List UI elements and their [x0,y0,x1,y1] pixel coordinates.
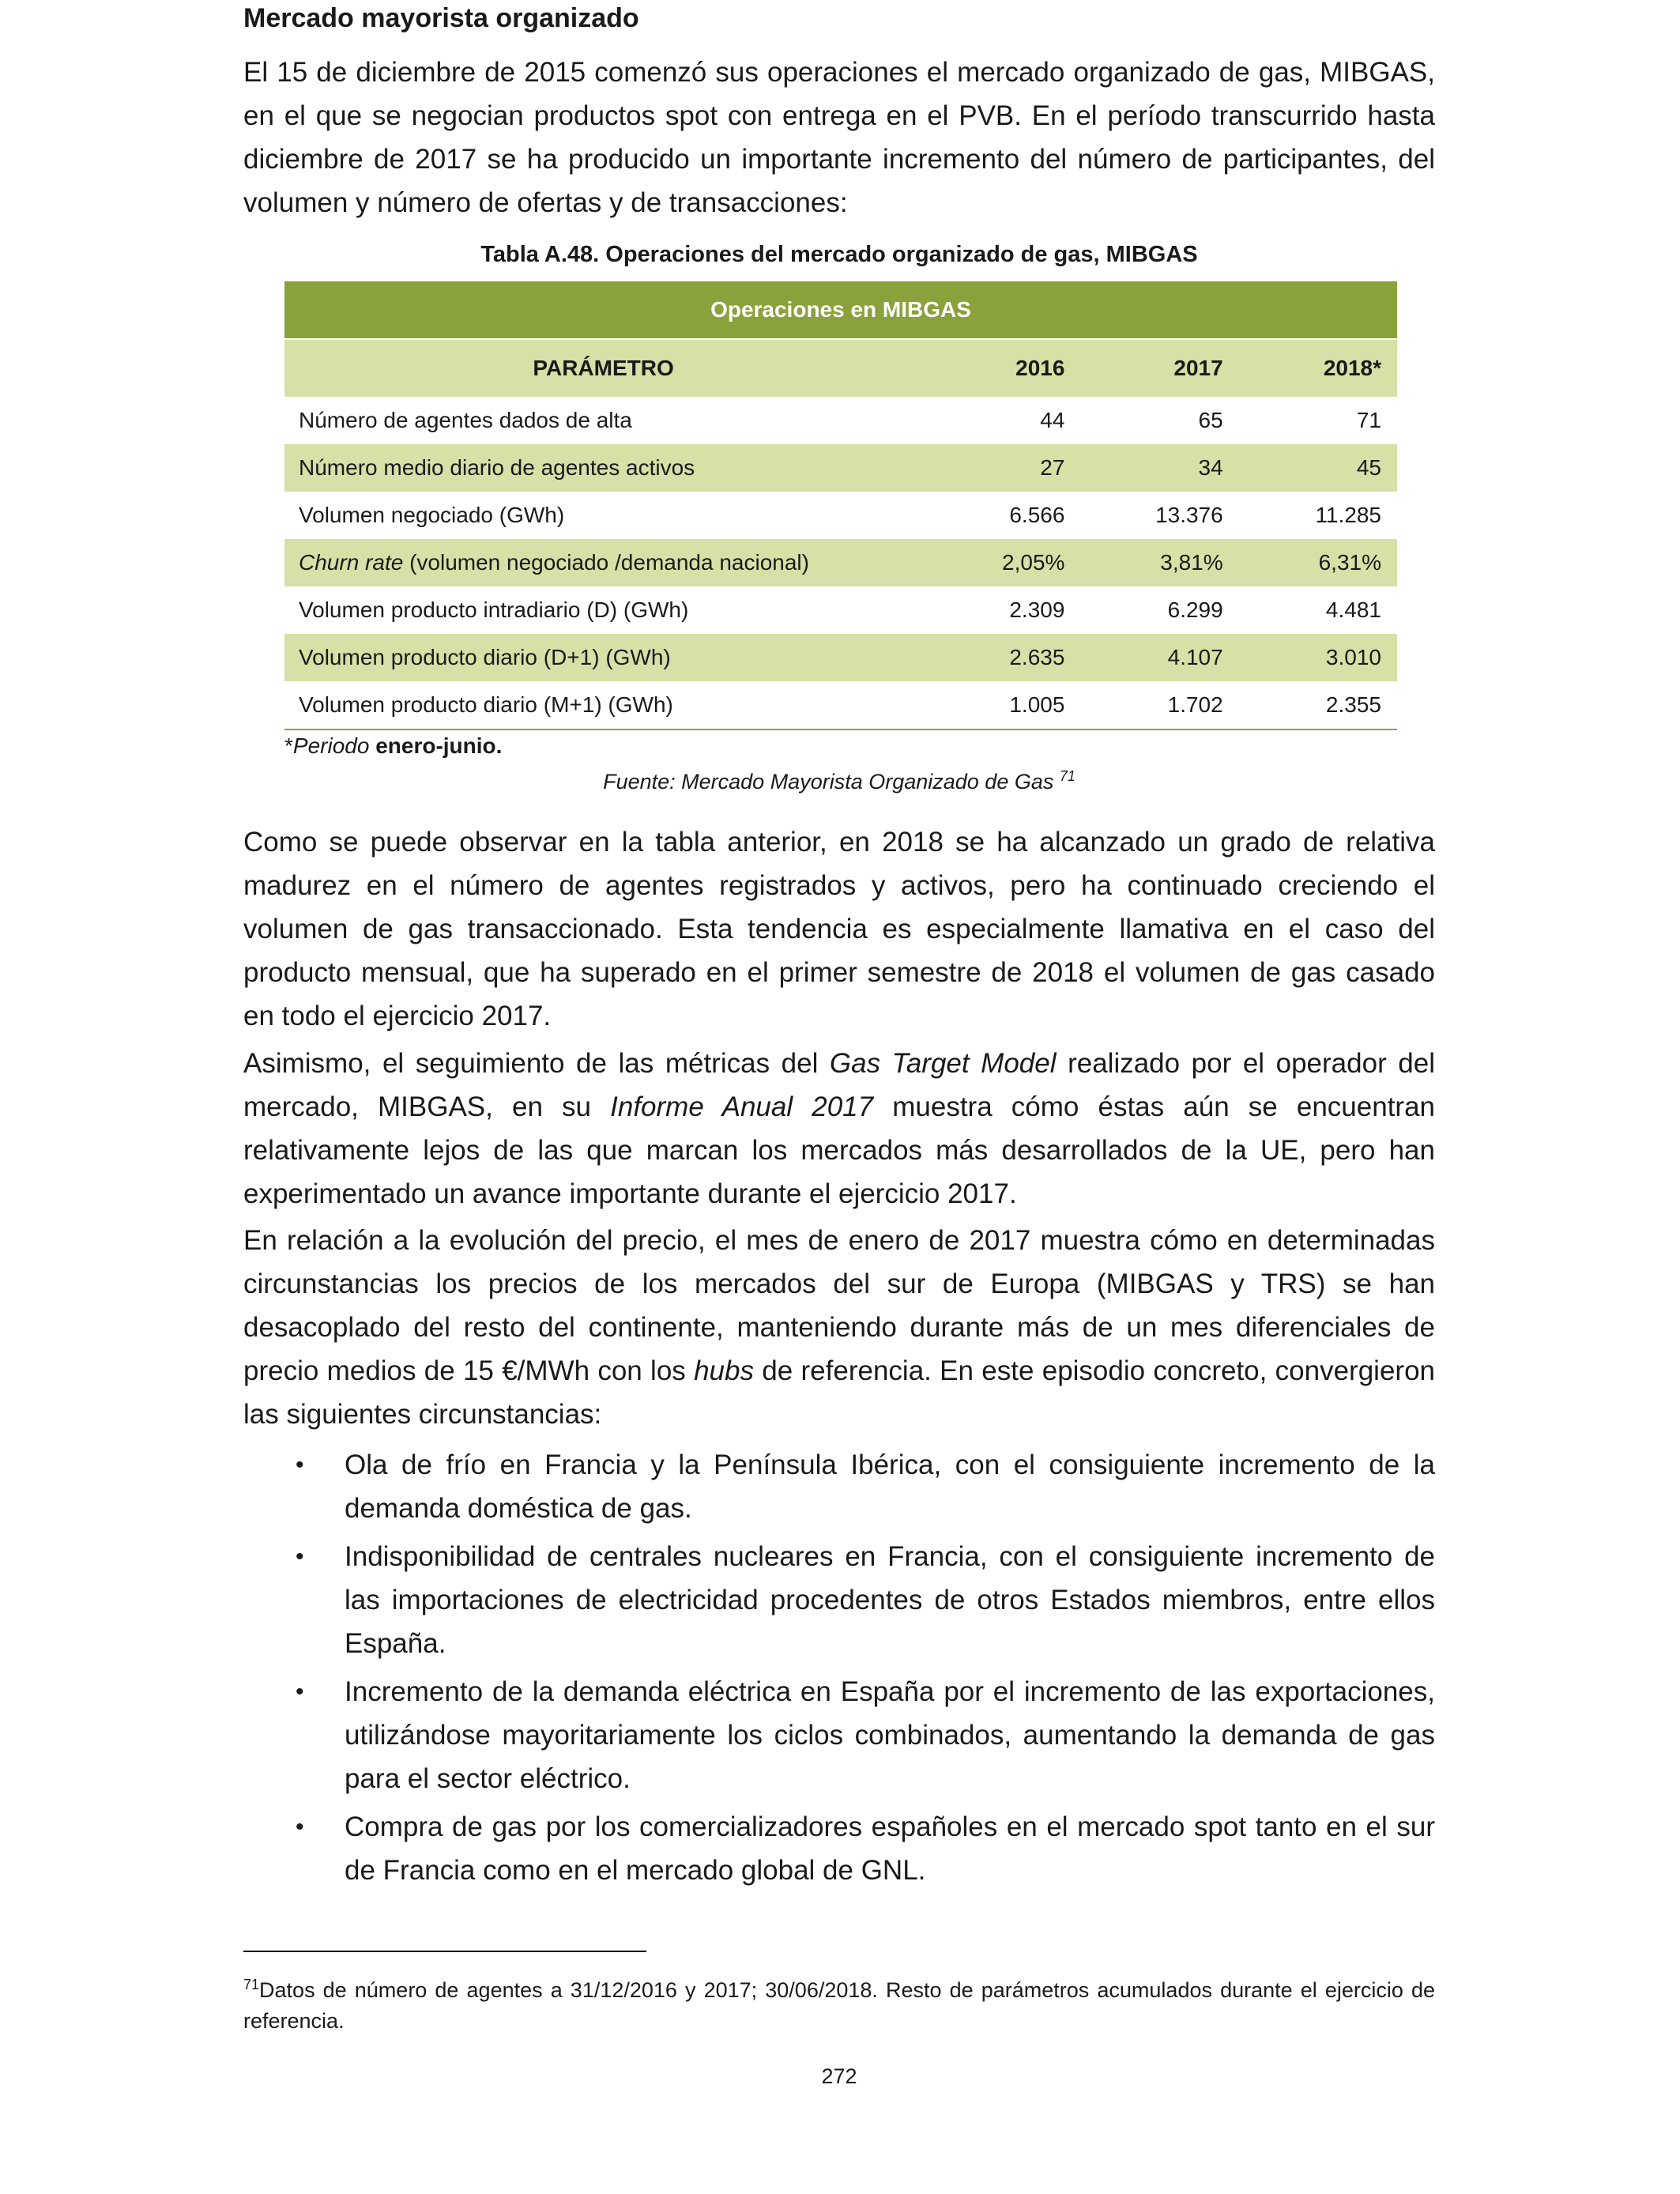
header-2018: 2018* [1239,339,1397,397]
table-header-row [284,339,1397,397]
list-item [243,1805,1435,1892]
row-label: Volumen producto intradiario (D) (GWh) [299,598,689,622]
footnote [243,1970,1435,2037]
cell-2018: 11.285 [1315,503,1381,527]
row-label: Volumen producto diario (D+1) (GWh) [284,634,922,681]
bullet-icon: • [296,1679,304,1705]
cell-2017: 3,81% [1080,539,1238,586]
list-item-text: Compra de gas por los comercializadores españoles en el mercado spot tanto en el sur de Francia como en el mercado global de GNL. [345,1811,1435,1886]
footnote-number: 71 [243,1977,260,1992]
cell-2018: 45 [1239,444,1397,492]
mibgas-operations-table [284,281,1397,730]
paragraph-gas-target-model [243,1042,1435,1216]
cell-2017: 1.702 [1080,681,1238,729]
cell-2017: 34 [1080,444,1238,492]
cell-2016: 6.566 [1009,503,1065,527]
table-title: Operaciones en MIBGAS [284,281,1397,339]
list-item-text: Incremento de la demanda eléctrica en España por el incremento de las exportaciones, utilizándose mayoritariamente los ciclos combinados, aumentando la demanda de gas para el sector eléctrico. [345,1676,1435,1794]
table-row [284,444,1397,492]
table-row [284,634,1397,681]
row-label-italic: Churn rate [299,550,404,575]
paragraph-price-evolution [243,1219,1435,1436]
italic-span: Informe Anual 2017 [610,1091,874,1122]
header-2016: 2016 [922,339,1080,397]
cell-2016: 44 [1040,408,1065,432]
cell-2017: 65 [1198,408,1223,432]
table-note [284,733,502,759]
bullet-icon: • [296,1544,304,1570]
cell-2016: 2.635 [922,634,1080,681]
table-title-row [284,281,1397,339]
source-footnote-ref[interactable]: 71 [1059,768,1075,784]
cell-2018: 71 [1356,408,1381,432]
footnote-divider [243,1951,646,1952]
row-label: Volumen negociado (GWh) [299,503,565,527]
row-label [284,539,922,586]
cell-2017: 6.299 [1167,598,1223,622]
table-row [284,539,1397,586]
note-italic: Periodo [292,733,370,758]
cell-2016: 2,05% [922,539,1080,586]
cell-2016: 1.005 [922,681,1080,729]
list-item [243,1443,1435,1530]
row-label: Número de agentes dados de alta [299,408,632,432]
table-row [284,397,1397,444]
list-item [243,1535,1435,1665]
text-span: realizado por el operador del mercado, MIBGAS, en su [243,1048,1435,1122]
footnote-text: Datos de número de agentes a 31/12/2016 y 2017; 30/06/2018. Resto de parámetros acumulados durante el ejercicio de referencia. [243,1978,1435,2033]
row-label-rest: (volumen negociado /demanda nacional) [403,550,809,575]
header-parameter: PARÁMETRO [284,339,922,397]
paragraph-maturity: Como se puede observar en la tabla anterior, en 2018 se ha alcanzado un grado de relativa madurez en el número de agentes registrados y activos, pero ha continuado creciendo el volumen de gas transaccionado. Esta tendencia es especialmente llamativa en el caso del producto mensual, que ha superado en el primer semestre de 2018 el volumen de gas casado en todo el ejercicio 2017. [243,827,1435,1031]
note-prefix: * [284,733,293,758]
table-row [284,492,1397,539]
cell-2017: 13.376 [1155,503,1223,527]
row-label: Volumen producto diario (M+1) (GWh) [284,681,922,729]
cell-2018: 4.481 [1325,598,1381,622]
page-number: 272 [821,2064,857,2088]
note-bold: enero-junio. [369,733,503,758]
cell-2018: 6,31% [1239,539,1397,586]
text-span: En relación a la evolución del precio, el mes de enero de 2017 muestra cómo en determinadas circunstancias los precios de los mercados del sur de Europa (MIBGAS y TRS) se han desacoplado del resto del continente, manteniendo durante más de un mes diferenciales de precio medios de 15 €/MWh con los [243,1225,1435,1386]
section-heading: Mercado mayorista organizado [243,3,639,33]
list-item-text: Ola de frío en Francia y la Península Ibérica, con el consiguiente incremento de la demanda doméstica de gas. [345,1449,1435,1524]
bullet-icon: • [296,1452,304,1478]
cell-2016: 27 [922,444,1080,492]
row-label: Número medio diario de agentes activos [284,444,922,492]
table-source [243,768,1435,794]
circumstances-list [243,1443,1435,1897]
text-span: muestra cómo éstas aún se encuentran relativamente lejos de las que marcan los mercados más desarrollados de la UE, pero han experimentado un avance importante durante el ejercicio 2017. [243,1091,1436,1209]
cell-2016: 2.309 [1009,598,1065,622]
text-span: de referencia. En este episodio concreto, convergieron las siguientes circunstancias: [243,1355,1435,1430]
text-span: Asimismo, el seguimiento de las métricas del [243,1048,830,1079]
italic-span: Gas Target Model [829,1048,1057,1079]
header-2017: 2017 [1080,339,1238,397]
table-caption: Tabla A.48. Operaciones del mercado organizado de gas, MIBGAS [480,242,1198,267]
cell-2017: 4.107 [1080,634,1238,681]
bullet-icon: • [296,1814,304,1840]
source-text: Fuente: Mercado Mayorista Organizado de Gas [603,770,1054,794]
list-item [243,1670,1435,1800]
cell-2018: 2.355 [1239,681,1397,729]
italic-span: hubs [694,1355,754,1386]
table-row [284,586,1397,634]
table-row [284,681,1397,729]
intro-paragraph: El 15 de diciembre de 2015 comenzó sus operaciones el mercado organizado de gas, MIBGAS, en el que se negocian productos spot con entrega en el PVB. En el período transcurrido hasta diciembre de 2017 se ha producido un importante incremento del número de participantes, del volumen y número de ofertas y de transacciones: [243,57,1435,218]
list-item-text: Indisponibilidad de centrales nucleares en Francia, con el consiguiente incremento de las importaciones de electricidad procedentes de otros Estados miembros, entre ellos España. [345,1541,1435,1659]
cell-2018: 3.010 [1239,634,1397,681]
